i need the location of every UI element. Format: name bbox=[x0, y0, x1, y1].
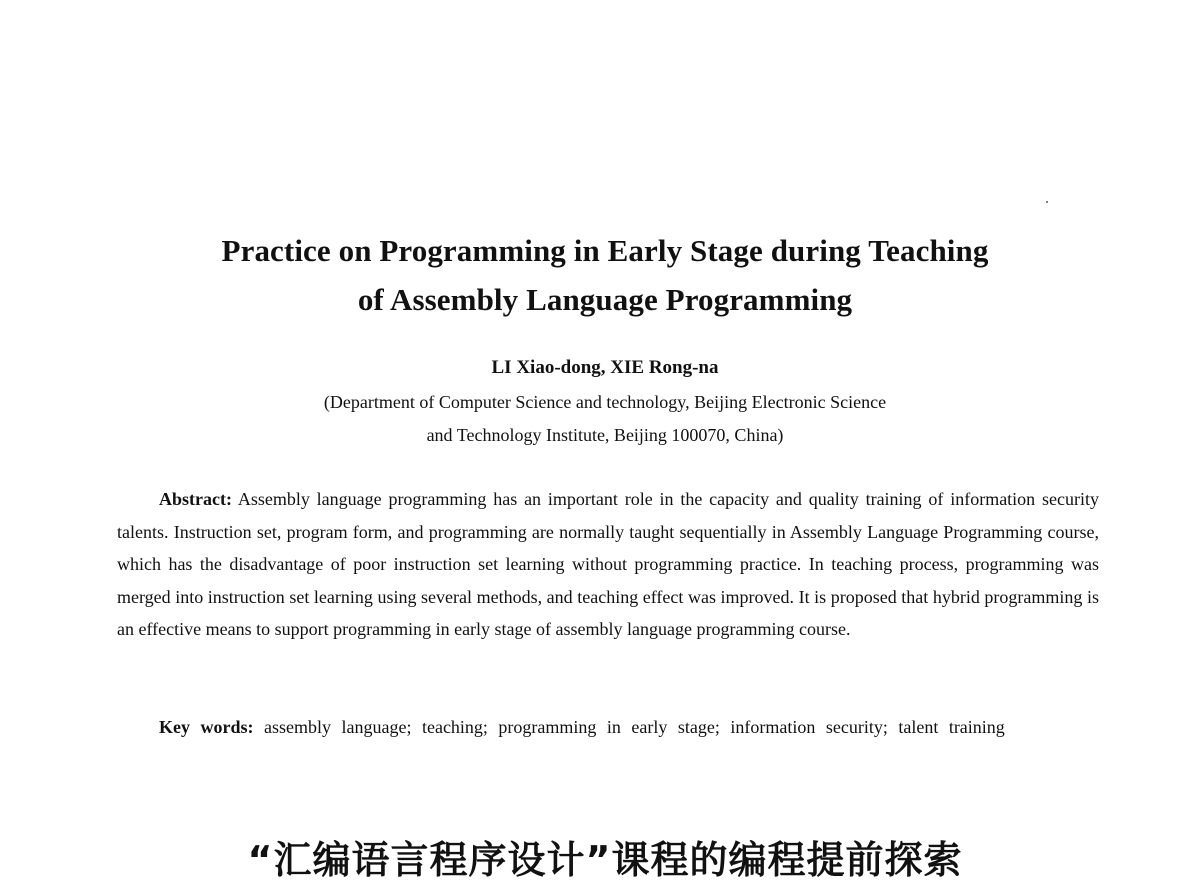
chinese-title: “汇编语言程序设计”课程的编程提前探索 bbox=[247, 838, 963, 882]
author-list: LI Xiao-dong, XIE Rong-na bbox=[491, 357, 719, 378]
keywords-text: assembly language; teaching; programming in early stage; information security; talent training bbox=[253, 717, 1005, 737]
paper-title-line-2: of Assembly Language Programming bbox=[357, 282, 853, 317]
abstract-text: Assembly language programming has an important role in the capacity and quality training of information security talents. Instruction set, program form, and programming are normally taught sequentially in Assembly Language Programming course, which has the disadvantage of poor instruction set learning without programming practice. In teaching process, programming was merged into instruction set learning using several methods, and teaching effect was improved. It is proposed that hybrid programming is an effective means to support programming in early stage of assembly language programming course. bbox=[117, 489, 1099, 640]
scan-speck bbox=[1046, 201, 1048, 203]
keywords-paragraph bbox=[117, 711, 1099, 744]
paper-title bbox=[100, 226, 1110, 324]
abstract-paragraph bbox=[117, 483, 1099, 646]
keywords-label: Key words: bbox=[159, 717, 254, 737]
affiliation-line-2: and Technology Institute, Beijing 100070, China) bbox=[426, 425, 784, 445]
affiliation-line-1: (Department of Computer Science and technology, Beijing Electronic Science bbox=[323, 392, 887, 412]
abstract-label: Abstract: bbox=[159, 489, 232, 509]
affiliation bbox=[100, 386, 1110, 452]
paper-title-line-1: Practice on Programming in Early Stage during Teaching bbox=[221, 233, 989, 268]
